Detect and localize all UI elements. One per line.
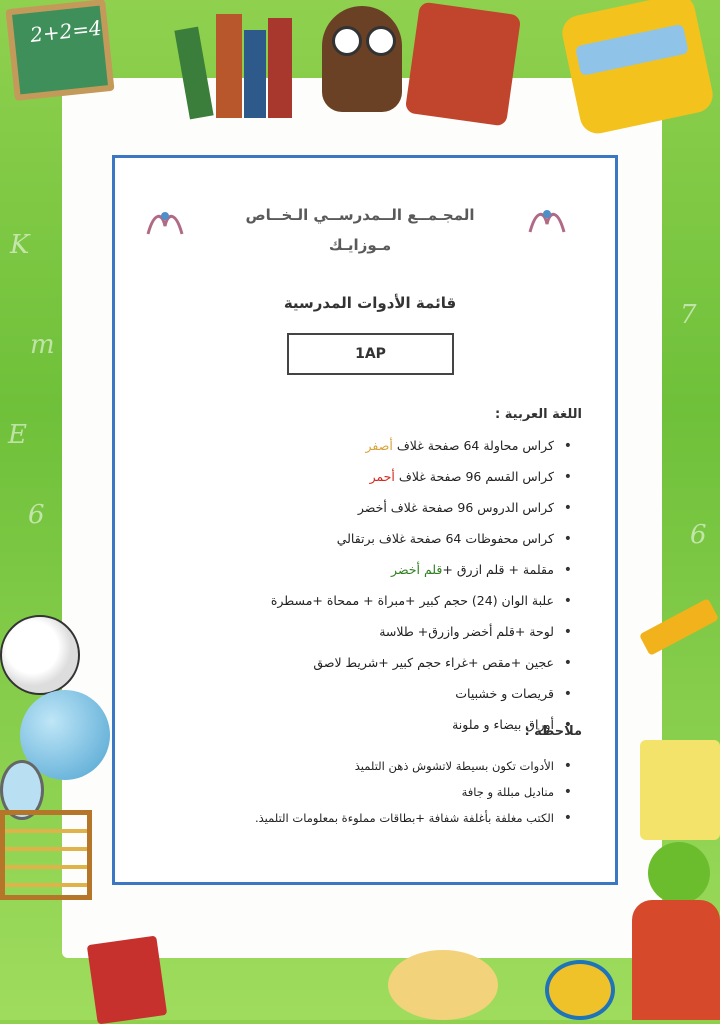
list-item-text: كراس محاولة 64 صفحة غلاف [392,438,554,453]
list-item-text: كراس الدروس 96 صفحة غلاف أخضر [357,500,554,515]
note-item: • الأدوات تكون بسيطة لاتشوش ذهن التلميذ [252,756,572,782]
list-item [252,653,572,684]
list-item [252,560,572,591]
school-name: المجـمــع الــمدرســي الـخــاص [245,206,475,224]
side-letter-decoration: 6 [690,520,707,550]
abacus-icon [0,810,92,900]
side-letter-decoration: 6 [28,500,45,530]
books-icon [182,8,312,118]
note-item: • الكتب مغلفة بأغلفة شفافة +بطاقات مملوءة بمعلومات التلميذ. [252,808,572,834]
alarm-clock-icon [545,960,615,1020]
list-item [252,591,572,622]
side-letter-decoration: 7 [680,300,697,330]
paint-palette-icon [388,950,498,1020]
side-letter-decoration: K [10,230,30,260]
chalkboard-icon [5,0,114,101]
section-heading-arabic: اللغة العربية : [495,407,582,422]
list-item-text: عجين +مقص +غراء حجم كبير +شريط لاصق [313,655,554,670]
list-item-color-word: قلم أخضر [391,562,443,577]
school-logo-left [140,206,190,242]
notes-list [252,756,572,834]
list-item [252,684,572,715]
soccer-ball-icon [0,615,80,695]
list-item-color-word: أصفر [365,438,393,453]
alphabet-blocks-icon [640,740,720,840]
section-heading-notes: ملاحظة : [524,724,582,739]
list-item-text: قريصات و خشبيات [455,686,554,701]
school-logo-right [522,204,572,240]
list-item [252,436,572,467]
list-item-color-word: أحمر [369,469,395,484]
chalkboard-text: 2+2=4 [29,15,103,47]
side-letter-decoration: m [30,330,55,360]
list-item-text: علبة الوان (24) حجم كبير +مبراة + ممحاة +مسطرة [270,593,554,608]
owl-icon [322,6,402,112]
list-item-text: أوراق بيضاء و ملونة [452,717,554,732]
backpack-icon [632,900,720,1020]
school-bus-icon [559,0,716,137]
document-title: قائمة الأدوات المدرسية [283,294,457,312]
list-item [252,529,572,560]
list-item [252,498,572,529]
list-item [252,467,572,498]
school-subname: مـوزايـك [328,236,392,254]
level-box: 1AP [287,333,454,375]
book-a-icon [87,936,167,1024]
note-item: • مناديل مبللة و جافة [252,782,572,808]
supplies-list [252,436,572,746]
list-item-text: مقلمة + قلم ازرق + [442,562,554,577]
apple-icon [648,842,710,904]
side-letter-decoration: E [8,420,27,450]
list-item-text: كراس القسم 96 صفحة غلاف [394,469,554,484]
list-item-text: كراس محفوظات 64 صفحة غلاف برتقالي [336,531,554,546]
list-item [252,622,572,653]
schoolbag-icon [405,1,522,126]
list-item-text: لوحة +قلم أخضر وازرق+ طلاسة [379,624,554,639]
